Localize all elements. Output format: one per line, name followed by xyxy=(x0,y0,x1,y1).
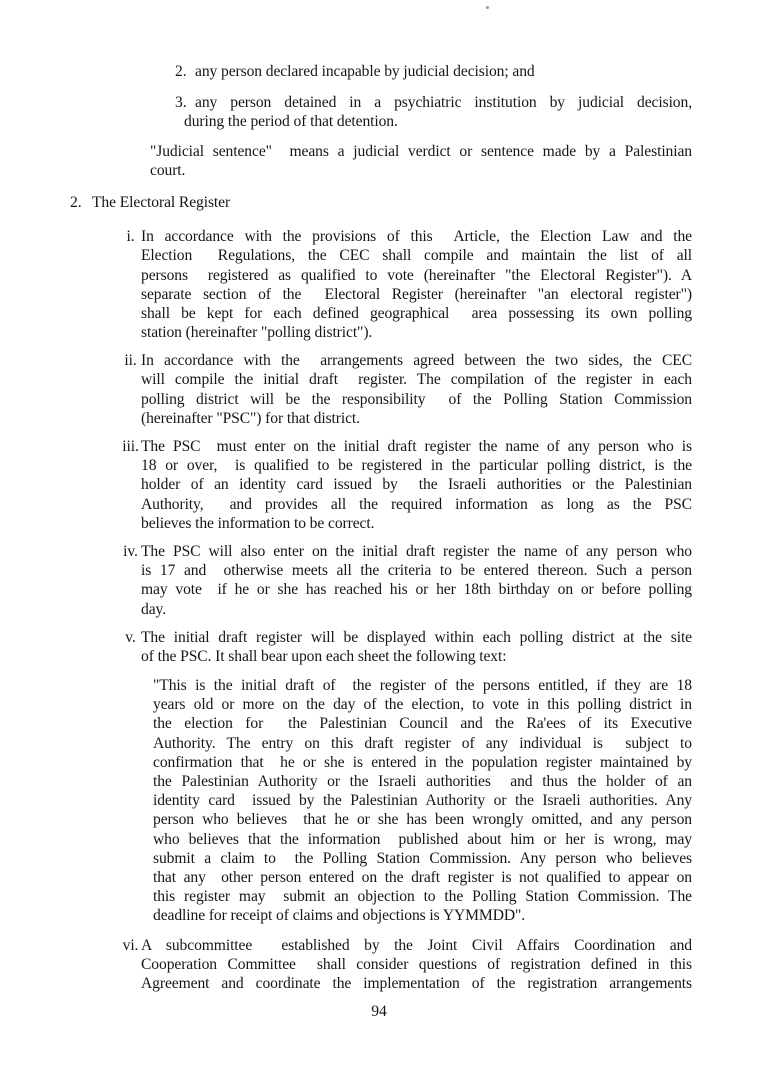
page-number: 94 xyxy=(371,1003,387,1020)
text-line: The PSC must enter on the initial draft register the name of any person who is xyxy=(141,438,692,456)
text-line: day. xyxy=(141,600,167,618)
text-line: 18 or over, is qualified to be registered in the particular polling district, is the xyxy=(141,457,692,475)
text-line: Authority. The entry on this draft register of any individual is subject to xyxy=(153,734,692,752)
text-line: deadline for receipt of claims and objections is YYMMDD". xyxy=(153,907,526,925)
text-line: believes the information to be correct. xyxy=(141,514,375,532)
text-line: The initial draft register will be displayed within each polling district at the site xyxy=(141,628,692,646)
text-line: A subcommittee established by the Joint Civil Affairs Coordination and xyxy=(141,936,692,954)
text-line: during the period of that detention. xyxy=(184,113,398,131)
text-line: person who believes that he or she has been wrongly omitted, and any person xyxy=(153,811,692,829)
scan-artifact-dot xyxy=(486,6,489,9)
text-line: who believes that the information published about him or her is wrong, may xyxy=(153,830,692,848)
roman-item-v-text xyxy=(141,628,692,666)
roman-item-v xyxy=(120,628,692,666)
text-line: In accordance with the arrangements agreed between the two sides, the CEC xyxy=(141,352,692,370)
text-line: polling district will be the responsibility of the Polling Station Commission xyxy=(141,390,692,408)
roman-item-ii-marker: ii. xyxy=(124,352,137,370)
roman-item-vi-text xyxy=(141,936,692,994)
roman-item-vi xyxy=(120,936,692,994)
roman-item-iii-marker: iii. xyxy=(122,438,139,456)
text-line: persons registered as qualified to vote (hereinafter "the Electoral Register"). A xyxy=(141,266,692,284)
roman-item-iii-text xyxy=(141,437,692,533)
text-line: Agreement and coordinate the implementation of the registration arrangements xyxy=(141,974,692,992)
text-line: years old or more on the day of the election, to vote in this polling district in xyxy=(153,696,692,714)
text-line: holder of an identity card issued by the Israeli authorities or the Palestinian xyxy=(141,476,692,494)
roman-item-iv-text xyxy=(141,542,692,619)
text-line: the election for the Palestinian Council and the Ra'ees of its Executive xyxy=(153,715,692,733)
text-line: this register may submit an objection to the Polling Station Commission. The xyxy=(153,888,692,906)
roman-item-iv-marker: iv. xyxy=(123,542,138,560)
sub-item-3-marker: 3. xyxy=(175,94,187,112)
sub-item-3-text xyxy=(184,93,692,131)
text-line: (hereinafter "PSC") for that district. xyxy=(141,409,360,427)
roman-item-v-marker: v. xyxy=(125,628,136,646)
text-line: shall be kept for each defined geographical area possessing its own polling xyxy=(141,304,692,322)
text-line: any person declared incapable by judicial decision; and xyxy=(195,63,535,80)
text-line: station (hereinafter "polling district"). xyxy=(141,324,373,342)
text-line: of the PSC. It shall bear upon each sheet the following text: xyxy=(141,647,507,665)
text-line: may vote if he or she has reached his or her 18th birthday on or before polling xyxy=(141,581,692,599)
roman-item-vi-marker: vi. xyxy=(122,936,139,954)
text-line: Cooperation Committee shall consider questions of registration defined in this xyxy=(141,955,692,973)
text-line: court. xyxy=(150,161,186,179)
text-line: the Palestinian Authority or the Israeli authorities and thus the holder of an xyxy=(153,773,692,791)
text-line: confirmation that he or she is entered in the population register maintained by xyxy=(153,753,692,771)
text-line: In accordance with the provisions of this Article, the Election Law and the xyxy=(141,228,692,246)
section-heading-number: 2. xyxy=(70,193,82,211)
register-notice-quote xyxy=(153,676,692,925)
text-line: separate section of the Electoral Register (hereinafter "an electoral register") xyxy=(141,285,692,303)
section-heading-title: The Electoral Register xyxy=(92,193,231,211)
sub-item-2 xyxy=(175,62,692,81)
text-line: submit a claim to the Polling Station Commission. Any person who believes xyxy=(153,849,692,867)
section-heading xyxy=(70,193,758,212)
text-line: will compile the initial draft register. The compilation of the register in each xyxy=(141,371,692,389)
text-line: any person detained in a psychiatric institution by judicial decision, xyxy=(195,94,692,112)
sub-item-3 xyxy=(175,93,692,131)
sub-item-2-text xyxy=(195,62,692,81)
text-line: is 17 and otherwise meets all the criteria to be entered thereon. Such a person xyxy=(141,562,692,580)
roman-item-i-marker: i. xyxy=(126,228,135,246)
text-line: The PSC will also enter on the initial draft register the name of any person who xyxy=(141,542,692,560)
text-line: that any other person entered on the draft register is not qualified to appear on xyxy=(153,868,692,886)
roman-item-ii-text xyxy=(141,351,692,428)
sub-item-2-marker: 2. xyxy=(175,63,187,80)
roman-item-iii xyxy=(120,437,692,533)
judicial-sentence-paragraph xyxy=(150,142,692,180)
text-line: "Judicial sentence" means a judicial verdict or sentence made by a Palestinian xyxy=(150,142,692,160)
roman-item-iv xyxy=(120,542,692,619)
roman-item-i xyxy=(120,227,692,342)
text-line: identity card issued by the Palestinian Authority or the Israeli authorities. Any xyxy=(153,792,692,810)
text-line: "This is the initial draft of the register of the persons entitled, if they are 18 xyxy=(153,677,692,695)
text-line: Election Regulations, the CEC shall compile and maintain the list of all xyxy=(141,247,692,265)
text-line: Authority, and provides all the required information as long as the PSC xyxy=(141,495,692,513)
roman-item-i-text xyxy=(141,227,692,342)
roman-item-ii xyxy=(120,351,692,428)
